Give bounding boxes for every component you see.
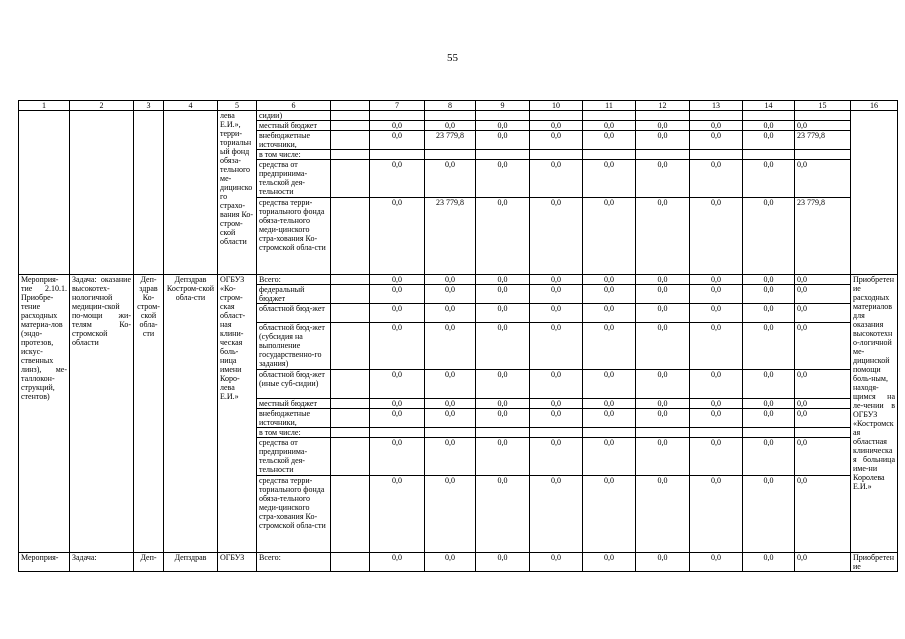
value-cell: 0,0	[530, 131, 583, 150]
value-cell: 0,0	[583, 275, 636, 285]
column-number-row	[19, 101, 898, 111]
value-cell	[690, 111, 743, 121]
executor-cell: ОГБУЗ «Ко-стром-ская област-ная клини-ческая боль-ница имени Коро-лева Е.И.»	[218, 275, 257, 553]
value-cell: 0,0	[743, 553, 795, 572]
spacer-cell	[331, 438, 370, 476]
value-cell: 0,0	[530, 399, 583, 409]
value-cell: 0,0	[743, 304, 795, 323]
value-cell: 0,0	[636, 131, 690, 150]
value-cell	[530, 150, 583, 160]
value-cell: 0,0	[425, 476, 476, 553]
value-cell	[795, 150, 851, 160]
value-cell	[476, 150, 530, 160]
value-cell: 0,0	[370, 476, 425, 553]
value-cell: 0,0	[690, 409, 743, 428]
value-cell	[636, 150, 690, 160]
value-cell: 0,0	[743, 438, 795, 476]
value-cell	[636, 428, 690, 438]
value-cell	[425, 150, 476, 160]
value-cell: 0,0	[743, 370, 795, 399]
value-cell: 0,0	[425, 553, 476, 572]
value-cell: 23 779,8	[425, 131, 476, 150]
value-cell	[743, 111, 795, 121]
value-cell: 0,0	[530, 285, 583, 304]
column-number: 9	[476, 101, 530, 111]
spacer-cell	[331, 198, 370, 275]
value-cell: 0,0	[636, 399, 690, 409]
value-cell: 0,0	[636, 476, 690, 553]
spacer-cell	[331, 111, 370, 121]
coexecutor-cell: Деп-	[134, 553, 164, 572]
value-cell: 0,0	[636, 285, 690, 304]
value-cell: 0,0	[425, 121, 476, 131]
value-cell	[370, 428, 425, 438]
value-cell: 0,0	[476, 285, 530, 304]
value-cell: 0,0	[583, 285, 636, 304]
value-cell: 0,0	[476, 399, 530, 409]
value-cell: 0,0	[743, 198, 795, 275]
spacer-cell	[331, 370, 370, 399]
spacer-cell	[331, 553, 370, 572]
value-cell: 0,0	[795, 121, 851, 131]
column-number: 13	[690, 101, 743, 111]
value-cell: 0,0	[636, 121, 690, 131]
value-cell: 0,0	[690, 476, 743, 553]
value-cell: 0,0	[476, 438, 530, 476]
task-cell: Задача: оказание высокотех-нологичной медицин-ской по-мощи жи-телям Ко-стромской области	[70, 275, 134, 553]
spacer-cell	[331, 399, 370, 409]
page-number: 55	[447, 52, 458, 64]
spacer-cell	[331, 409, 370, 428]
value-cell: 0,0	[370, 160, 425, 198]
value-cell: 0,0	[370, 198, 425, 275]
value-cell: 0,0	[690, 131, 743, 150]
value-cell: 0,0	[476, 409, 530, 428]
value-cell: 0,0	[370, 409, 425, 428]
executor-cell: ОГБУЗ	[218, 553, 257, 572]
value-cell: 0,0	[476, 370, 530, 399]
value-cell: 0,0	[795, 285, 851, 304]
value-cell: 0,0	[370, 438, 425, 476]
table-row	[19, 275, 898, 285]
measure-name-cell: Мероприя-тие 2.10.1. Приобре-тение расходных материа-лов (эндо-протезов, искус-ственных линз), ме-таллокон-струкций, стентов)	[19, 275, 70, 553]
value-cell: 0,0	[425, 409, 476, 428]
value-cell: 0,0	[743, 160, 795, 198]
value-cell: 0,0	[636, 160, 690, 198]
value-cell: 0,0	[370, 399, 425, 409]
value-cell: 0,0	[476, 304, 530, 323]
spacer-cell	[331, 304, 370, 323]
value-cell: 0,0	[583, 323, 636, 370]
value-cell: 0,0	[743, 285, 795, 304]
value-cell: 0,0	[690, 323, 743, 370]
value-cell	[583, 428, 636, 438]
empty-cell	[134, 111, 164, 275]
value-cell	[370, 150, 425, 160]
value-cell: 0,0	[795, 370, 851, 399]
value-cell: 0,0	[530, 160, 583, 198]
responsible-cell: Депздрав Костром-ской обла-сти	[164, 275, 218, 553]
value-cell: 0,0	[425, 275, 476, 285]
value-cell: 0,0	[476, 121, 530, 131]
source-label: областной бюд-жет (иные суб-сидии)	[257, 370, 331, 399]
value-cell: 0,0	[690, 285, 743, 304]
spacer-cell	[331, 160, 370, 198]
source-label: средства терри-ториального фонда обяза-тельного меди-цинского стра-хования Ко-стромской обла-сти	[257, 198, 331, 275]
value-cell: 0,0	[690, 370, 743, 399]
value-cell: 0,0	[636, 409, 690, 428]
value-cell: 0,0	[636, 323, 690, 370]
value-cell: 23 779,8	[795, 131, 851, 150]
value-cell: 23 779,8	[425, 198, 476, 275]
value-cell: 0,0	[636, 370, 690, 399]
value-cell	[476, 428, 530, 438]
source-label: сидии)	[257, 111, 331, 121]
value-cell	[690, 428, 743, 438]
value-cell: 0,0	[636, 198, 690, 275]
column-number: 11	[583, 101, 636, 111]
column-number: 4	[164, 101, 218, 111]
responsible-cell: Депздрав	[164, 553, 218, 572]
value-cell	[636, 111, 690, 121]
value-cell: 0,0	[583, 198, 636, 275]
value-cell	[743, 428, 795, 438]
value-cell: 0,0	[583, 304, 636, 323]
value-cell: 0,0	[690, 198, 743, 275]
value-cell: 0,0	[370, 553, 425, 572]
value-cell: 0,0	[530, 275, 583, 285]
value-cell: 0,0	[530, 370, 583, 399]
value-cell: 0,0	[476, 160, 530, 198]
value-cell: 0,0	[583, 160, 636, 198]
value-cell: 0,0	[530, 553, 583, 572]
empty-cell	[70, 111, 134, 275]
source-label: внебюджетные источники,	[257, 409, 331, 428]
value-cell: 0,0	[425, 370, 476, 399]
spacer-cell	[331, 428, 370, 438]
value-cell: 0,0	[370, 131, 425, 150]
value-cell	[530, 428, 583, 438]
value-cell: 0,0	[370, 121, 425, 131]
value-cell: 0,0	[425, 304, 476, 323]
column-number: 8	[425, 101, 476, 111]
column-number: 10	[530, 101, 583, 111]
source-label: местный бюджет	[257, 399, 331, 409]
spacer-cell	[331, 121, 370, 131]
value-cell: 0,0	[690, 438, 743, 476]
value-cell	[690, 150, 743, 160]
spacer-cell	[331, 275, 370, 285]
value-cell: 23 779,8	[795, 198, 851, 275]
result-cell: Приобретение	[851, 553, 898, 572]
value-cell: 0,0	[530, 198, 583, 275]
value-cell: 0,0	[370, 323, 425, 370]
value-cell	[530, 111, 583, 121]
value-cell: 0,0	[795, 438, 851, 476]
result-cell: Приобретение расходных материалов для оказания высокотехно-логичной ме-дицинской помощи боль-ным, находя-щимся на ле-чении в ОГБУЗ «Костромская областная клиническая больница име-ни Королева Е.И.»	[851, 275, 898, 553]
value-cell: 0,0	[743, 409, 795, 428]
column-number: 2	[70, 101, 134, 111]
value-cell: 0,0	[425, 323, 476, 370]
value-cell: 0,0	[795, 275, 851, 285]
executor-cell: лева Е.И.», терри-ториальный фонд обяза-тельного ме-дицинского страхо-вания Ко-стром-ской области	[218, 111, 257, 275]
value-cell: 0,0	[795, 304, 851, 323]
value-cell: 0,0	[743, 476, 795, 553]
value-cell: 0,0	[636, 438, 690, 476]
value-cell: 0,0	[795, 553, 851, 572]
empty-cell	[19, 111, 70, 275]
column-number	[331, 101, 370, 111]
value-cell	[795, 428, 851, 438]
source-label: средства от предпринима-тельской дея-тельности	[257, 438, 331, 476]
value-cell: 0,0	[530, 476, 583, 553]
value-cell: 0,0	[743, 131, 795, 150]
source-label: областной бюд-жет (субсидия на выполнение государственно-го задания)	[257, 323, 331, 370]
value-cell: 0,0	[425, 160, 476, 198]
program-activities-table	[18, 100, 898, 572]
source-label: Всего:	[257, 275, 331, 285]
value-cell	[370, 111, 425, 121]
value-cell: 0,0	[370, 370, 425, 399]
value-cell: 0,0	[370, 304, 425, 323]
source-label: областной бюд-жет	[257, 304, 331, 323]
value-cell: 0,0	[476, 275, 530, 285]
source-label: средства от предпринима-тельской дея-тельности	[257, 160, 331, 198]
value-cell: 0,0	[583, 131, 636, 150]
value-cell: 0,0	[530, 438, 583, 476]
value-cell: 0,0	[370, 275, 425, 285]
column-number: 3	[134, 101, 164, 111]
value-cell: 0,0	[795, 476, 851, 553]
value-cell: 0,0	[476, 476, 530, 553]
value-cell: 0,0	[370, 285, 425, 304]
column-number: 12	[636, 101, 690, 111]
value-cell: 0,0	[583, 476, 636, 553]
value-cell	[425, 428, 476, 438]
coexecutor-cell: Деп-здрав Ко-стром-ской обла-сти	[134, 275, 164, 553]
column-number: 6	[257, 101, 331, 111]
value-cell: 0,0	[743, 399, 795, 409]
source-label: внебюджетные источники,	[257, 131, 331, 150]
value-cell: 0,0	[530, 409, 583, 428]
value-cell: 0,0	[476, 198, 530, 275]
source-label: в том числе:	[257, 150, 331, 160]
value-cell: 0,0	[743, 121, 795, 131]
source-label: в том числе:	[257, 428, 331, 438]
value-cell: 0,0	[530, 121, 583, 131]
value-cell: 0,0	[795, 323, 851, 370]
value-cell: 0,0	[636, 275, 690, 285]
value-cell: 0,0	[530, 323, 583, 370]
value-cell: 0,0	[636, 304, 690, 323]
value-cell: 0,0	[583, 409, 636, 428]
value-cell: 0,0	[425, 285, 476, 304]
value-cell: 0,0	[583, 121, 636, 131]
value-cell	[795, 111, 851, 121]
value-cell: 0,0	[476, 553, 530, 572]
source-label: средства терри-ториального фонда обяза-тельного меди-цинского стра-хования Ко-стромской обла-сти	[257, 476, 331, 553]
spacer-cell	[331, 150, 370, 160]
value-cell	[743, 150, 795, 160]
value-cell: 0,0	[690, 399, 743, 409]
value-cell: 0,0	[743, 323, 795, 370]
column-number: 1	[19, 101, 70, 111]
value-cell: 0,0	[583, 438, 636, 476]
spacer-cell	[331, 476, 370, 553]
value-cell: 0,0	[690, 275, 743, 285]
measure-name-cell: Мероприя-	[19, 553, 70, 572]
value-cell: 0,0	[583, 399, 636, 409]
value-cell: 0,0	[636, 553, 690, 572]
spacer-cell	[331, 323, 370, 370]
table-row	[19, 111, 898, 121]
table-row	[19, 553, 898, 572]
value-cell	[583, 111, 636, 121]
value-cell: 0,0	[690, 121, 743, 131]
column-number: 14	[743, 101, 795, 111]
value-cell: 0,0	[530, 304, 583, 323]
value-cell: 0,0	[690, 160, 743, 198]
source-label: федеральный бюджет	[257, 285, 331, 304]
column-number: 16	[851, 101, 898, 111]
value-cell: 0,0	[795, 399, 851, 409]
value-cell: 0,0	[476, 131, 530, 150]
source-label: местный бюджет	[257, 121, 331, 131]
value-cell: 0,0	[690, 553, 743, 572]
spacer-cell	[331, 285, 370, 304]
result-cell	[851, 111, 898, 275]
spacer-cell	[331, 131, 370, 150]
value-cell: 0,0	[583, 370, 636, 399]
value-cell	[476, 111, 530, 121]
column-number: 7	[370, 101, 425, 111]
source-label: Всего:	[257, 553, 331, 572]
column-number: 15	[795, 101, 851, 111]
value-cell: 0,0	[795, 160, 851, 198]
value-cell: 0,0	[795, 409, 851, 428]
column-number: 5	[218, 101, 257, 111]
empty-cell	[164, 111, 218, 275]
value-cell: 0,0	[476, 323, 530, 370]
value-cell: 0,0	[583, 553, 636, 572]
value-cell: 0,0	[743, 275, 795, 285]
value-cell	[425, 111, 476, 121]
value-cell: 0,0	[425, 438, 476, 476]
table-body	[19, 101, 898, 572]
value-cell	[583, 150, 636, 160]
value-cell: 0,0	[690, 304, 743, 323]
task-cell: Задача:	[70, 553, 134, 572]
value-cell: 0,0	[425, 399, 476, 409]
